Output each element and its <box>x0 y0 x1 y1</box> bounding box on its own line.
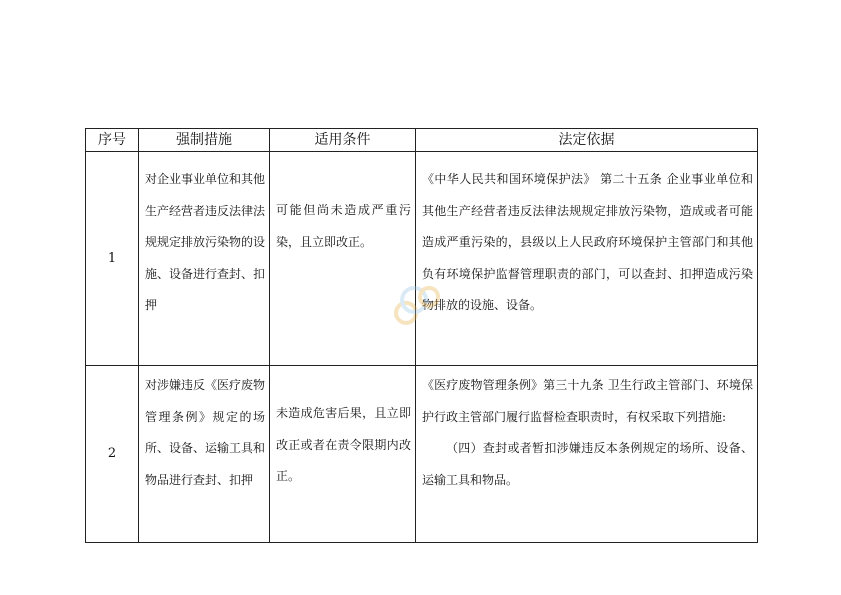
legal-basis-paragraph: （四）查封或者暂扣涉嫌违反本条例规定的场所、设备、运输工具和物品。 <box>422 441 753 487</box>
header-condition: 适用条件 <box>270 129 416 152</box>
table-row <box>86 366 758 543</box>
row-legal-basis <box>416 152 758 366</box>
row-number: 2 <box>86 366 139 543</box>
legal-basis-paragraph: 《医疗废物管理条例》第三十九条 卫生行政主管部门、环境保护行政主管部门履行监督检查职责时，有权采取下列措施: <box>422 378 753 424</box>
header-serial-number: 序号 <box>86 129 139 152</box>
legal-basis-paragraph: 《中华人民共和国环境保护法》 第二十五条 企业事业单位和其他生产经营者违反法律法规规定排放污染物，造成或者可能造成严重污染的，县级以上人民政府环境保护主管部门和其他负有环境保护监督管理职责的部门，可以查封、扣押造成污染物排放的设施、设备。 <box>422 172 753 312</box>
row-condition: 可能但尚未造成严重污染，且立即改正。 <box>270 152 416 366</box>
header-legal-basis: 法定依据 <box>416 129 758 152</box>
row-number: 1 <box>86 152 139 366</box>
header-measure: 强制措施 <box>139 129 270 152</box>
table-row <box>86 152 758 366</box>
table-header-row <box>86 129 758 152</box>
row-measure: 对企业事业单位和其他生产经营者违反法律法规规定排放污染物的设施、设备进行查封、扣押 <box>139 152 270 366</box>
enforcement-measures-table <box>85 128 758 543</box>
row-condition: 未造成危害后果，且立即改正或者在责令限期内改正。 <box>270 366 416 543</box>
row-legal-basis <box>416 366 758 543</box>
row-measure: 对涉嫌违反《医疗废物管理条例》规定的场所、设备、运输工具和物品进行查封、扣押 <box>139 366 270 543</box>
